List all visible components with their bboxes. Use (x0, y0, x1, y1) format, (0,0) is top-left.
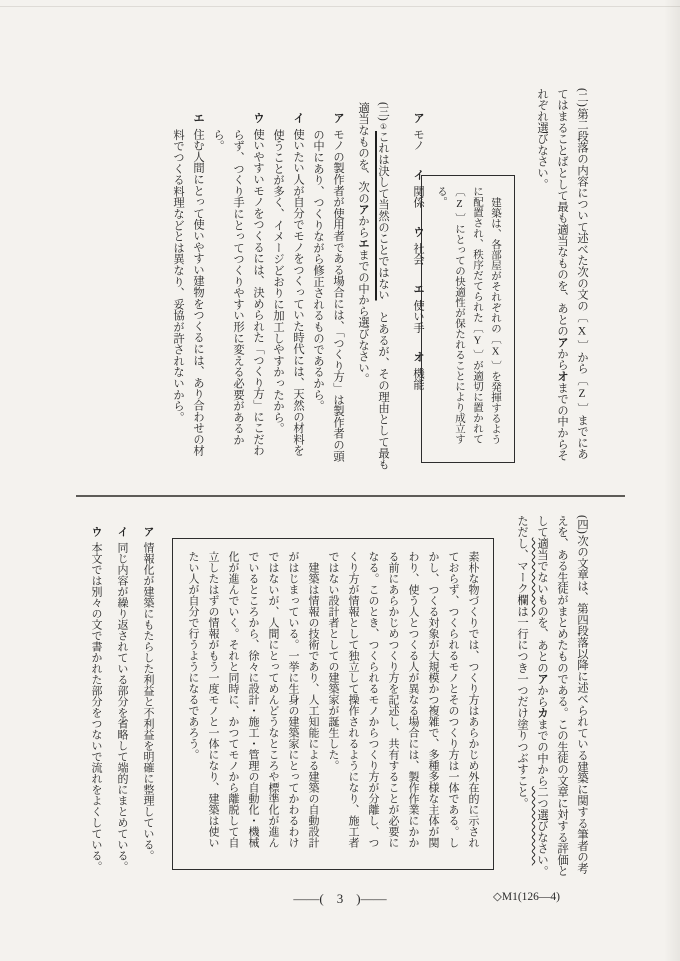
text-segment: 建築は、各部屋がそれぞれの〔 (490, 196, 501, 347)
option-item (268, 112, 308, 464)
option-text: 住む人間にとって使いやすい建物をつくるには、あり合わせの材料でつくる料理などとは異なり、妥協が許されないから。 (172, 128, 204, 457)
option-item (412, 283, 424, 333)
scan-edge-shading (664, 0, 680, 961)
text-segment: オ (556, 370, 568, 382)
question-4-student-text-box (172, 538, 494, 870)
text-segment: から (556, 347, 568, 371)
text-segment: X (490, 346, 501, 358)
option-text: 使い手 (412, 299, 424, 334)
question-4-block (512, 515, 592, 881)
option-key: イ (292, 112, 304, 124)
section-divider (76, 495, 625, 497)
text-segment: ア (556, 336, 568, 348)
option-key: ア (142, 526, 154, 537)
student-text-paragraph: 建築は情報の技術であり、人工知能による建築の自動設計がはじまっている。一挙に生身の建築家にとってかわるわけではないが、人間にとってめんどうなところや標準化が進んでいるところから、徐々に設計・施工・管理の自動化・機械化が進んでいく。それと同時に、かつてモノから離脱して自立したはずの情報がもう一度モノと一体になり、建築は使いたい人が自分で行うようになるであろう。 (187, 551, 319, 848)
text-segment: 〕を発揮するように配置され、秩序だてられた〔 (472, 186, 501, 444)
text-segment: 〕までにあてはまることばとして最も適当なものを、あとの (556, 88, 588, 460)
question-2-box-text (432, 186, 504, 452)
option-item (412, 226, 424, 265)
option-key: ウ (412, 226, 424, 238)
option-text: 情報化が建築にもたらした利益と不利益を明確に整理している。 (142, 542, 154, 861)
option-key: オ (412, 351, 424, 363)
option-item (112, 526, 132, 878)
page-number: ——( 3 )—— (293, 891, 387, 906)
question-2-summary-box (421, 175, 515, 463)
text-segment: とあるが、その理由として最も適当なものを、次の (357, 102, 389, 470)
option-item (138, 526, 158, 878)
question-4-prompt (516, 515, 588, 877)
text-segment: から (536, 684, 548, 708)
text-segment: エ (357, 237, 369, 249)
option-text: 関係 (412, 185, 424, 208)
question-3-label: (三) (377, 102, 389, 121)
text-segment: 次の文章は、第四段落以降に述べられている建築に関する筆者の考えを、ある生徒がまとめたものである。この生徒の文章に対する評価として (536, 515, 588, 877)
text-segment: 〕にとっての快適性が保たれることにより成立する。 (436, 186, 465, 444)
text-segment: 。ただし、マーク欄は一行につき一つだけ塗りつぶすこと。 (516, 515, 548, 877)
option-key: エ (412, 283, 424, 295)
text-segment: Y (472, 335, 483, 347)
text-segment: までの中から選びなさい。 (357, 248, 369, 385)
option-text: 使いやすいモノをつくるには、決められた「つくり方」にこだわらず、つくり手にとってつくりやすい形に変える必要があるから。 (212, 128, 264, 457)
question-3-options (168, 112, 348, 464)
option-item (168, 112, 208, 464)
question-2-prompt (536, 88, 588, 461)
question-3-prompt (357, 102, 389, 470)
option-key: イ (412, 169, 424, 181)
text-segment: を、あとの (536, 616, 548, 674)
option-item (308, 112, 348, 464)
option-text: 同じ内容が繰り返されている部分を省略して端的にまとめている。 (116, 542, 128, 872)
text-segment: から (357, 215, 369, 238)
option-key: エ (192, 112, 204, 124)
text-segment: Z (576, 388, 588, 401)
option-key: イ (116, 526, 128, 537)
text-segment: ア (536, 673, 548, 685)
question-3-block (353, 102, 393, 470)
option-item (412, 169, 424, 208)
text-segment: 適当でないもの (536, 537, 548, 617)
text-segment: ア (357, 203, 369, 216)
option-text: 本文では別々の文で書かれた部分をつないで流れをよくしている。 (90, 542, 102, 872)
question-4-label: (四) (576, 515, 588, 534)
text-segment: ① (379, 121, 388, 131)
option-item (412, 112, 424, 151)
text-segment: 〕が適切に置かれて〔 (454, 186, 483, 444)
option-text: モノ (412, 128, 424, 151)
option-text: モノの製作者が使用者である場合には、「つくり方」は製作者の頭の中にあり、つくりながら修正されるものであるから。 (312, 128, 344, 462)
text-segment: 第二段落の内容について述べた次の文の〔 (576, 107, 588, 326)
option-text: 使いたい人が自分でモノをつくっていた時代には、天然の材料を使うことが多く、イメージどおりに加工しやすかったから。 (272, 128, 304, 457)
text-segment: 二つ選びなさい (536, 786, 548, 866)
question-2-label: (二) (576, 88, 588, 107)
scan-top-line (0, 6, 680, 7)
option-text: 機能 (412, 367, 424, 391)
question-2-options (408, 112, 428, 452)
option-key: ア (332, 112, 344, 124)
text-segment: カ (536, 707, 548, 719)
option-item (412, 351, 424, 390)
option-item (86, 526, 106, 878)
option-key: ア (412, 112, 424, 124)
option-item (208, 112, 268, 464)
text-segment: Z (454, 199, 465, 211)
text-segment: までの中から (536, 718, 548, 787)
text-segment: これは決して当然のことではない (377, 130, 389, 301)
text-segment: X (576, 325, 588, 338)
question-4-options (80, 526, 158, 878)
option-key: ウ (252, 112, 264, 124)
option-key: ウ (90, 526, 102, 537)
option-text: 社会 (412, 242, 424, 265)
student-text-paragraph: 素朴な物づくりでは、つくり方はあらかじめ外在的に示されておらず、つくられるモノとそのつくり方は一体である。しかし、つくる対象が大規模かつ複雑で、多種多様な主体が関わり、使う人とつくる人が異なる場合には、製作作業にかかる前にあらかじめつくり方を記述し、共有することが必要になる。このとき、つくられるモノからつくり方が分離し、つくり方が情報として独立して操作されるようになり、施工者ではない設計者としての建築家が誕生した。 (327, 551, 479, 848)
text-segment: 〕から〔 (576, 337, 588, 389)
document-code: ◇M1(126—4) (493, 891, 560, 903)
question-2-block (532, 88, 592, 462)
text-segment: までの中からそれぞれ選びなさい。 (536, 88, 568, 461)
